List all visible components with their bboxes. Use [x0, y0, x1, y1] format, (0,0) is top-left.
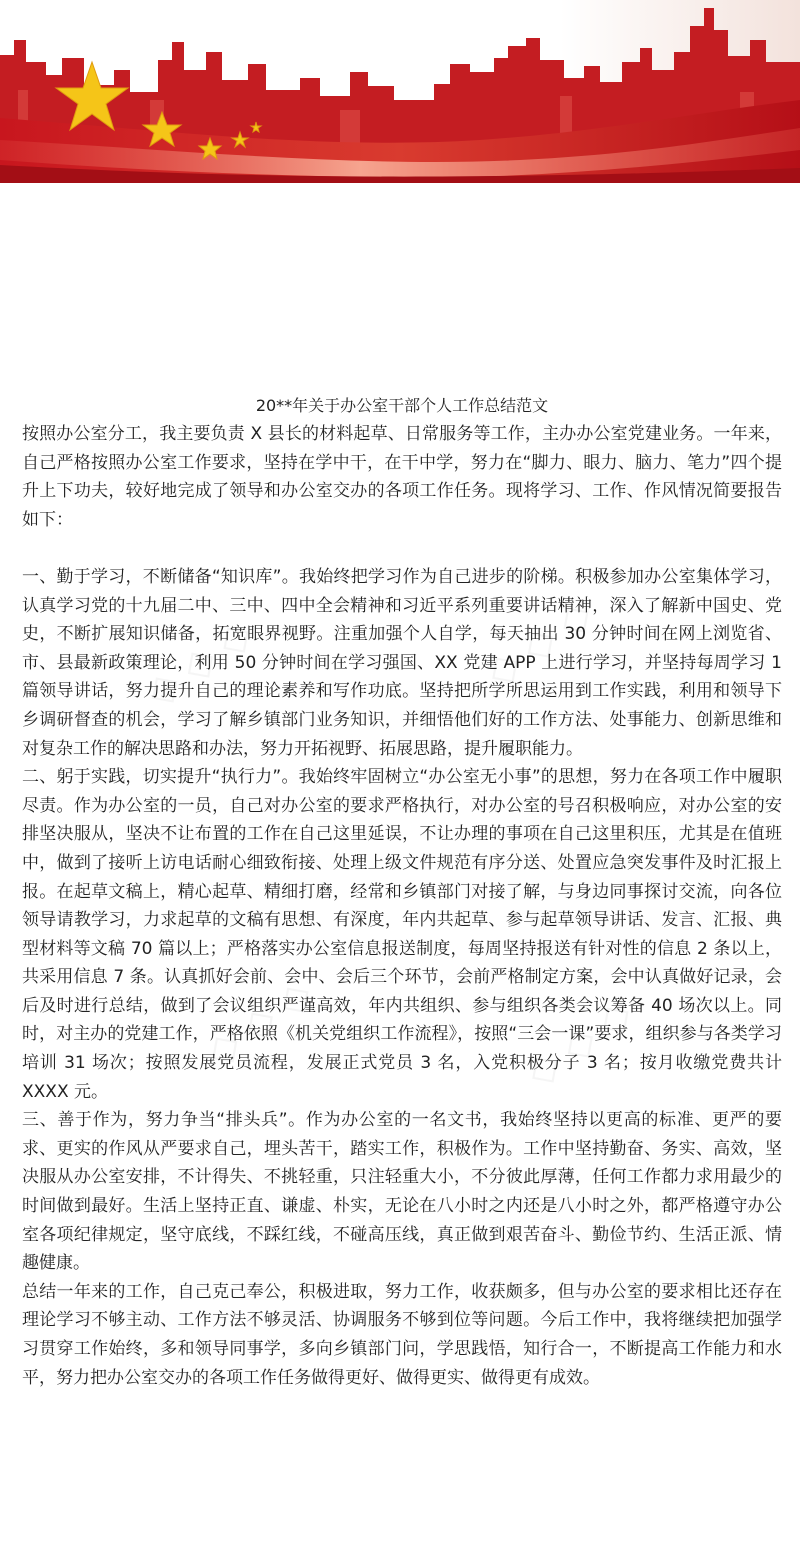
city-skyline-banner-graphic [0, 0, 800, 183]
watermark: ◇ ◇ ◇ [517, 990, 641, 1096]
watermark: ◇ ◇ ◇ [137, 610, 261, 716]
document-title: 20**年关于办公室干部个人工作总结范文 [255, 396, 549, 415]
section-2-paragraph: 二、躬于实践，切实提升“执行力”。我始终牢固树立“办公室无小事”的思想，努力在各项工作中履职尽责。作为办公室的一员，自己对办公室的要求严格执行，对办公室的号召积极响应，对办公室的安排坚决服从，坚决不让布置的工作在自己这里延误，不让办理的事项在自己这里积压，尤其是在值班中，做到了接听上访电话耐心细致衔接、处理上级文件规范有序分送、处置应急突发事件及时汇报上报。在起草文稿上，精心起草、精细打磨，经常和乡镇部门对接了解，与身边同事探讨交流，向各位领导请教学习，力求起草的文稿有思想、有深度，年内共起草、参与起草领导讲话、发言、汇报、典型材料等文稿 70 篇以上；严格落实办公室信息报送制度，每周坚持报送有针对性的信息 2 条以上，共采用信息 7 条。认真抓好会前、会中、会后三个环节，会前严格制定方案，会中认真做好记录，会后及时进行总结，做到了会议组织严谨高效，年内共组织、参与组织各类会议筹备 40 场次以上。同时，对主办的党建工作，严格依照《机关党组织工作流程》，按照“三会一课”要求，组织参与各类学习培训 31 场次；按照发展党员流程，发展正式党员 3 名，入党积极分子 3 名；按月收缴党费共计 XXXX 元。 [22, 767, 782, 1102]
watermark: ◇ ◇ ◇ [477, 590, 601, 696]
section-1-paragraph: 一、勤于学习，不断储备“知识库”。我始终把学习作为自己进步的阶梯。积极参加办公室集体学习，认真学习党的十九届二中、三中、四中全会精神和习近平系列重要讲话精神，深入了解新中国史、党史，不断扩展知识储备，拓宽眼界视野。注重加强个人自学，每天抽出 30 分钟时间在网上浏览省、市、县最新政策理论，利用 50 分钟时间在学习强国、XX 党建 APP 上进行学习，并坚持每周学习 1 篇领导讲话，努力提升自己的理论素养和写作功底。坚持把所学所思运用到工作实践，利用和领导下乡调研督查的机会，学习了解乡镇部门业务知识，并细悟他们好的工作方法、处事能力、创新思维和对复杂工作的解决思路和办法，努力开拓视野、拓展思路，提升履职能力。 [22, 566, 782, 759]
paragraph-spacer [22, 534, 782, 563]
intro-paragraph: 按照办公室分工，我主要负责 X 县长的材料起草、日常服务等工作，主办办公室党建业务。一年来，自己严格按照办公室工作要求，坚持在学中干，在干中学，努力在“脚力、眼力、脑力、笔力”四个提升上下功夫，较好地完成了领导和办公室交办的各项工作任务。现将学习、工作、作风情况简要报告如下： [22, 424, 782, 530]
header-banner [0, 0, 800, 183]
section-3-paragraph: 三、善于作为，努力争当“排头兵”。作为办公室的一名文书，我始终坚持以更高的标准、更严的要求、更实的作风从严要求自己，埋头苦干，踏实工作，积极作为。工作中坚持勤奋、务实、高效，坚决服从办公室安排，不计得失、不挑轻重，只注轻重大小，不分彼此厚薄，任何工作都力求用最少的时间做到最好。生活上坚持正直、谦虚、朴实，无论在八小时之内还是八小时之外，都严格遵守办公室各项纪律规定，坚守底线，不踩红线，不碰高压线，真正做到艰苦奋斗、勤俭节约、生活正派、情趣健康。 [22, 1110, 782, 1274]
conclusion-paragraph: 总结一年来的工作，自己克己奉公，积极进取，努力工作，收获颇多，但与办公室的要求相比还存在理论学习不够主动、工作方法不够灵活、协调服务不够到位等问题。今后工作中，我将继续把加强学习贯穿工作始终，多和领导同事学，多向乡镇部门问，学思践悟，知行合一，不断提高工作能力和水平，努力把办公室交办的各项工作任务做得更好、做得更实、做得更有成效。 [22, 1281, 782, 1388]
watermark: ◇ ◇ ◇ [197, 970, 321, 1076]
document-body [22, 392, 782, 1392]
